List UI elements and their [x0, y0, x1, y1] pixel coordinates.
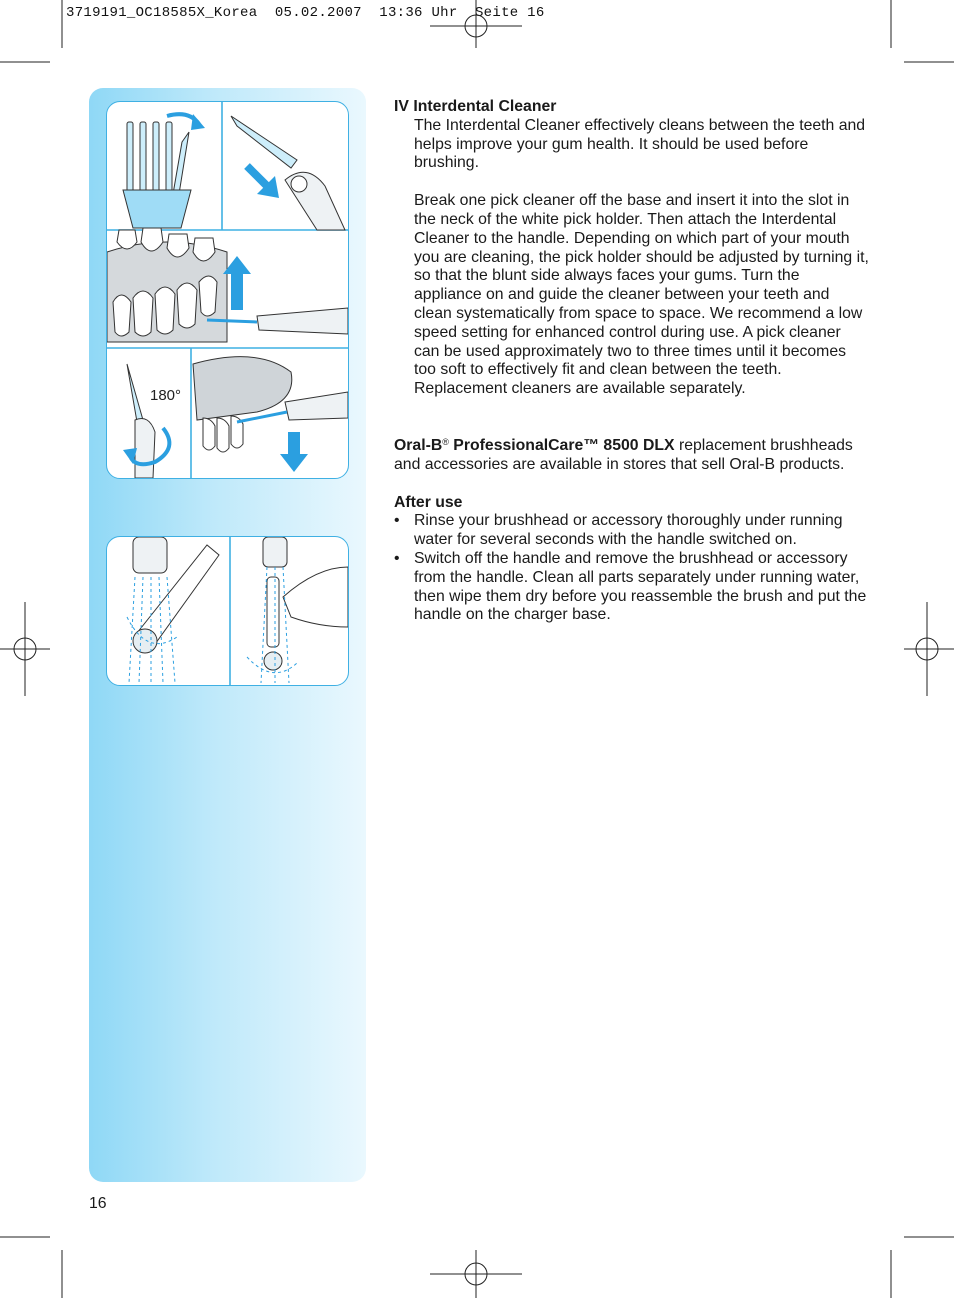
- accessory-under-water: [264, 567, 348, 670]
- list-item-text: Rinse your brushhead or accessory thoroughly under running water for several seconds with the handle switched on.: [414, 512, 843, 549]
- after-use-list: [394, 512, 869, 625]
- pick-cleaner-comb: [123, 122, 191, 228]
- interdental-cleaner-illustration: [106, 101, 349, 479]
- bullet-glyph: •: [394, 549, 400, 567]
- faucet-right: [263, 537, 287, 567]
- product-model: ProfessionalCare™ 8500 DLX: [448, 436, 675, 454]
- rinsing-illustration: [106, 536, 349, 686]
- print-slug-header: 3719191_OC18585X_Korea 05.02.2007 13:36 Uhr Seite 16: [66, 5, 545, 21]
- interdental-intro-paragraph: The Interdental Cleaner effectively cleans between the teeth and helps improve your gum health. It should be used before brushing.: [414, 116, 866, 172]
- bullet-glyph: •: [394, 512, 400, 530]
- list-item: [394, 512, 869, 550]
- registered-mark: ®: [442, 436, 449, 447]
- list-item-text: Switch off the handle and remove the brushhead or accessory from the handle. Clean all parts separately under running water, then wipe them dry before you reassemble the brush and put the handle on the charger base.: [414, 549, 867, 624]
- faucet-left: [133, 537, 167, 573]
- list-item: [394, 550, 869, 625]
- registration-mark-top: [430, 0, 522, 48]
- page-number: 16: [89, 1195, 107, 1212]
- interdental-usage-paragraph: Break one pick cleaner off the base and insert it into the slot in the neck of the white pick holder. Then attach the Interdental Cleaner to the handle. Depending on which part of your mouth you are cleaning, the pick holder should be adjusted by turning it, so that the blunt side always faces your gums. Turn the appliance on and guide the cleaner between your teeth and clean systematically from space to space. We recommend a low speed setting for enhanced control during use. A pick cleaner can be used approximately two to three times until it becomes too soft to effectively fit and clean between the teeth. Replacement cleaners are available separately.: [414, 192, 869, 398]
- registration-mark-left: [0, 602, 50, 696]
- insert-arrow-icon: [247, 166, 267, 186]
- product-brand: Oral-B: [394, 436, 443, 454]
- product-note-text: replacement brushheads and accessories are available in stores that sell Oral-B products.: [394, 436, 853, 473]
- registration-mark-right: [904, 602, 954, 696]
- upper-teeth-scene: [193, 357, 348, 452]
- instructions-text: [394, 98, 869, 625]
- move-down-arrow-icon: [280, 432, 308, 472]
- product-note-paragraph: [394, 437, 869, 475]
- teeth-cleaning-scene: [107, 228, 348, 342]
- registration-mark-bottom: [430, 1250, 522, 1298]
- section-heading-interdental: IV Interdental Cleaner: [394, 98, 557, 115]
- rotation-angle-label: 180°: [150, 387, 182, 404]
- section-heading-after-use: After use: [394, 493, 463, 511]
- pick-holder-insert: [231, 116, 345, 230]
